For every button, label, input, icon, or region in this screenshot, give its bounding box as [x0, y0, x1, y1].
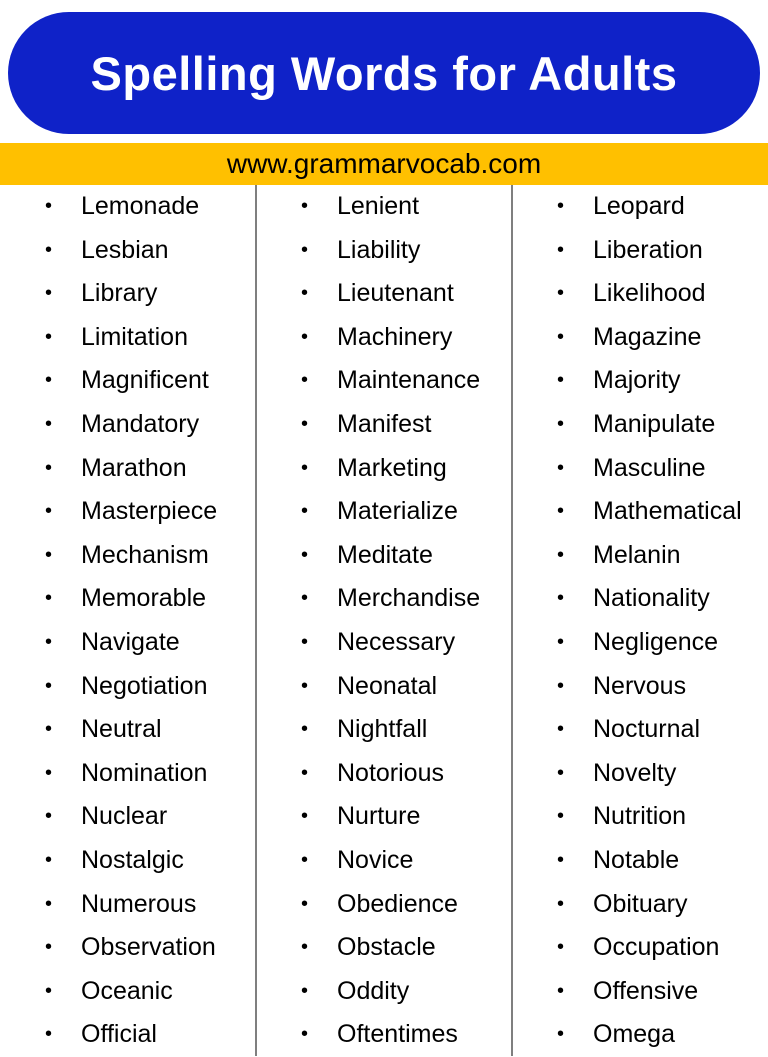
bullet-icon: •	[45, 892, 53, 915]
bullet-icon: •	[45, 456, 53, 479]
word-list-3	[512, 185, 768, 1057]
word-text: Nomination	[81, 758, 208, 787]
word-text: Memorable	[81, 584, 207, 613]
bullet-icon: •	[301, 587, 309, 610]
word-text: Negotiation	[81, 671, 208, 700]
list-item	[256, 229, 512, 273]
list-item	[512, 185, 768, 229]
bullet-icon: •	[557, 412, 565, 435]
list-item	[256, 970, 512, 1014]
bullet-icon: •	[301, 936, 309, 959]
list-item	[512, 708, 768, 752]
list-item	[256, 490, 512, 534]
word-columns	[0, 185, 768, 1056]
list-item	[0, 229, 256, 273]
word-text: Masculine	[593, 453, 706, 482]
bullet-icon: •	[557, 936, 565, 959]
bullet-icon: •	[45, 500, 53, 523]
list-item	[512, 359, 768, 403]
bullet-icon: •	[301, 1023, 309, 1046]
bullet-icon: •	[557, 674, 565, 697]
word-text: Maintenance	[337, 366, 481, 395]
list-item	[0, 665, 256, 709]
bullet-icon: •	[301, 412, 309, 435]
list-item	[0, 272, 256, 316]
list-item	[256, 272, 512, 316]
list-item	[0, 490, 256, 534]
list-item	[256, 1013, 512, 1057]
bullet-icon: •	[557, 543, 565, 566]
word-text: Liberation	[593, 235, 703, 264]
word-text: Lenient	[337, 192, 420, 220]
list-item	[256, 316, 512, 360]
bullet-icon: •	[301, 718, 309, 741]
list-item	[0, 316, 256, 360]
list-item	[0, 185, 256, 229]
word-text: Leopard	[593, 192, 685, 220]
bullet-icon: •	[45, 238, 53, 261]
word-text: Machinery	[337, 322, 453, 351]
bullet-icon: •	[301, 848, 309, 871]
word-text: Meditate	[337, 540, 433, 569]
bullet-icon: •	[45, 325, 53, 348]
list-item	[512, 839, 768, 883]
word-text: Navigate	[81, 627, 180, 656]
word-list-2	[256, 185, 512, 1057]
bullet-icon: •	[557, 369, 565, 392]
word-text: Marathon	[81, 453, 187, 482]
word-text: Novelty	[593, 758, 677, 787]
bullet-icon: •	[557, 325, 565, 348]
list-item	[512, 795, 768, 839]
word-column-1	[0, 185, 256, 1056]
list-item	[512, 883, 768, 927]
word-column-3	[512, 185, 768, 1056]
word-text: Oddity	[337, 976, 410, 1005]
bullet-icon: •	[301, 325, 309, 348]
list-item	[0, 1013, 256, 1057]
bullet-icon: •	[557, 979, 565, 1002]
list-item	[512, 316, 768, 360]
list-item	[0, 708, 256, 752]
word-text: Notable	[593, 845, 680, 874]
word-text: Manipulate	[593, 409, 716, 438]
list-item	[256, 708, 512, 752]
word-column-2	[256, 185, 512, 1056]
list-item	[0, 883, 256, 927]
word-text: Lemonade	[81, 192, 200, 220]
bullet-icon: •	[557, 848, 565, 871]
word-list-1	[0, 185, 256, 1057]
bullet-icon: •	[45, 543, 53, 566]
bullet-icon: •	[45, 848, 53, 871]
list-item	[256, 577, 512, 621]
list-item	[512, 534, 768, 578]
word-text: Nationality	[593, 584, 710, 613]
bullet-icon: •	[301, 630, 309, 653]
bullet-icon: •	[45, 718, 53, 741]
bullet-icon: •	[45, 1023, 53, 1046]
bullet-icon: •	[45, 369, 53, 392]
word-text: Mechanism	[81, 540, 209, 569]
list-item	[256, 839, 512, 883]
website-url: www.grammarvocab.com	[0, 143, 768, 185]
word-text: Nervous	[593, 671, 687, 700]
word-text: Obstacle	[337, 933, 436, 962]
word-text: Magnificent	[81, 366, 209, 395]
word-text: Negligence	[593, 627, 719, 656]
bullet-icon: •	[45, 979, 53, 1002]
list-item	[0, 359, 256, 403]
list-item	[256, 403, 512, 447]
bullet-icon: •	[45, 587, 53, 610]
list-item	[512, 577, 768, 621]
word-text: Numerous	[81, 889, 197, 918]
bullet-icon: •	[301, 805, 309, 828]
bullet-icon: •	[301, 543, 309, 566]
list-item	[512, 665, 768, 709]
list-item	[0, 752, 256, 796]
bullet-icon: •	[557, 456, 565, 479]
bullet-icon: •	[301, 369, 309, 392]
bullet-icon: •	[557, 1023, 565, 1046]
list-item	[0, 403, 256, 447]
list-item	[512, 229, 768, 273]
bullet-icon: •	[301, 282, 309, 305]
list-item	[0, 926, 256, 970]
bullet-icon: •	[45, 630, 53, 653]
bullet-icon: •	[45, 936, 53, 959]
word-text: Merchandise	[337, 584, 481, 613]
word-text: Magazine	[593, 322, 702, 351]
list-item	[256, 185, 512, 229]
word-text: Necessary	[337, 627, 456, 656]
list-item	[0, 447, 256, 491]
list-item	[512, 621, 768, 665]
list-item	[256, 534, 512, 578]
word-text: Mandatory	[81, 409, 200, 438]
bullet-icon: •	[301, 456, 309, 479]
bullet-icon: •	[45, 282, 53, 305]
list-item	[0, 621, 256, 665]
list-item	[512, 403, 768, 447]
word-text: Novice	[337, 845, 414, 874]
word-text: Masterpiece	[81, 497, 218, 526]
list-item	[256, 621, 512, 665]
list-item	[512, 926, 768, 970]
list-item	[512, 272, 768, 316]
word-text: Lesbian	[81, 235, 169, 264]
word-text: Notorious	[337, 758, 444, 787]
bullet-icon: •	[45, 674, 53, 697]
list-item	[0, 839, 256, 883]
bullet-icon: •	[45, 761, 53, 784]
bullet-icon: •	[301, 500, 309, 523]
word-text: Nostalgic	[81, 845, 184, 874]
bullet-icon: •	[557, 892, 565, 915]
page-title: Spelling Words for Adults	[8, 12, 760, 134]
list-item	[512, 490, 768, 534]
list-item	[512, 752, 768, 796]
list-item	[512, 1013, 768, 1057]
list-item	[256, 752, 512, 796]
word-text: Neutral	[81, 715, 162, 744]
list-item	[256, 883, 512, 927]
bullet-icon: •	[557, 500, 565, 523]
word-text: Observation	[81, 933, 216, 962]
word-text: Oftentimes	[337, 1020, 458, 1049]
list-item	[0, 970, 256, 1014]
bullet-icon: •	[557, 282, 565, 305]
word-text: Neonatal	[337, 671, 438, 700]
word-text: Official	[81, 1020, 157, 1049]
word-text: Likelihood	[593, 279, 706, 308]
list-item	[256, 447, 512, 491]
word-text: Omega	[593, 1020, 675, 1049]
bullet-icon: •	[301, 761, 309, 784]
bullet-icon: •	[557, 630, 565, 653]
bullet-icon: •	[301, 892, 309, 915]
list-item	[512, 447, 768, 491]
list-item	[0, 577, 256, 621]
bullet-icon: •	[301, 195, 309, 217]
word-text: Occupation	[593, 933, 720, 962]
list-item	[256, 795, 512, 839]
word-text: Nightfall	[337, 715, 428, 744]
word-text: Manifest	[337, 409, 432, 438]
word-text: Oceanic	[81, 976, 173, 1005]
word-text: Limitation	[81, 322, 188, 351]
bullet-icon: •	[557, 761, 565, 784]
bullet-icon: •	[557, 718, 565, 741]
bullet-icon: •	[45, 805, 53, 828]
bullet-icon: •	[301, 238, 309, 261]
word-text: Melanin	[593, 540, 681, 569]
word-text: Nurture	[337, 802, 421, 831]
bullet-icon: •	[301, 979, 309, 1002]
list-item	[512, 970, 768, 1014]
bullet-icon: •	[45, 412, 53, 435]
word-text: Library	[81, 279, 158, 308]
word-text: Marketing	[337, 453, 447, 482]
word-text: Mathematical	[593, 497, 742, 526]
word-text: Materialize	[337, 497, 458, 526]
bullet-icon: •	[557, 238, 565, 261]
list-item	[256, 665, 512, 709]
list-item	[256, 926, 512, 970]
word-text: Nuclear	[81, 802, 168, 831]
list-item	[0, 795, 256, 839]
word-text: Obedience	[337, 889, 458, 918]
bullet-icon: •	[557, 587, 565, 610]
word-text: Lieutenant	[337, 279, 454, 308]
word-text: Nutrition	[593, 802, 687, 831]
bullet-icon: •	[557, 805, 565, 828]
list-item	[256, 359, 512, 403]
word-text: Obituary	[593, 889, 688, 918]
bullet-icon: •	[45, 195, 53, 217]
word-text: Majority	[593, 366, 681, 395]
bullet-icon: •	[301, 674, 309, 697]
word-text: Offensive	[593, 976, 699, 1005]
word-text: Liability	[337, 235, 421, 264]
list-item	[0, 534, 256, 578]
word-text: Nocturnal	[593, 715, 700, 744]
bullet-icon: •	[557, 195, 565, 217]
